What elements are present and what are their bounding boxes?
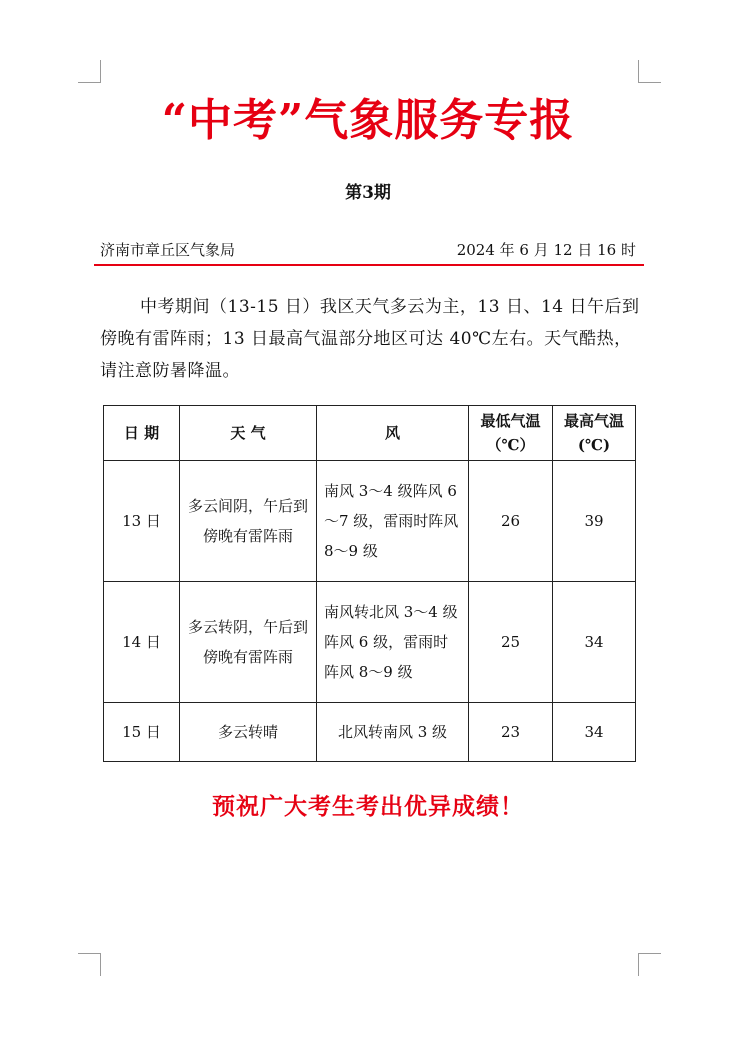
cell-date: 14 日 bbox=[104, 582, 180, 703]
table-row bbox=[104, 582, 636, 703]
cell-date: 13 日 bbox=[104, 461, 180, 582]
closing-wish: 预祝广大考生考出优异成绩！ bbox=[212, 793, 524, 820]
cell-max-temp: 34 bbox=[553, 582, 636, 703]
cell-max-temp: 39 bbox=[553, 461, 636, 582]
crop-mark-top-right bbox=[638, 60, 661, 83]
table-row bbox=[104, 703, 636, 762]
crop-mark-bottom-right bbox=[638, 953, 661, 976]
cell-weather: 多云转晴 bbox=[180, 703, 317, 762]
cell-max-temp: 34 bbox=[553, 703, 636, 762]
header-max-temp: 最高气温(℃) bbox=[553, 406, 636, 461]
cell-date: 15 日 bbox=[104, 703, 180, 762]
issue-date: 2024 年 6 月 12 日 16 时 bbox=[456, 240, 636, 259]
issuer: 济南市章丘区气象局 bbox=[100, 240, 236, 259]
report-title: “中考”气象服务专报 bbox=[161, 95, 575, 146]
header-divider bbox=[94, 264, 644, 266]
cell-wind: 北风转南风 3 级 bbox=[317, 703, 469, 762]
forecast-table bbox=[103, 405, 636, 762]
cell-wind: 南风转北风 3～4 级阵风 6 级，雷雨时阵风 8～9 级 bbox=[317, 582, 469, 703]
header-weather: 天 气 bbox=[180, 406, 317, 461]
cell-min-temp: 26 bbox=[469, 461, 553, 582]
crop-mark-top-left bbox=[78, 60, 101, 83]
cell-min-temp: 25 bbox=[469, 582, 553, 703]
crop-mark-bottom-left bbox=[78, 953, 101, 976]
table-row bbox=[104, 461, 636, 582]
cell-weather: 多云间阴，午后到傍晚有雷阵雨 bbox=[180, 461, 317, 582]
header-min-temp: 最低气温（℃） bbox=[469, 406, 553, 461]
intro-paragraph: 中考期间（13-15 日）我区天气多云为主，13 日、14 日午后到傍晚有雷阵雨；13 日最高气温部分地区可达 40℃左右。天气酷热，请注意防暑降温。 bbox=[100, 297, 640, 381]
report-meta bbox=[100, 237, 636, 261]
header-wind: 风 bbox=[317, 406, 469, 461]
cell-min-temp: 23 bbox=[469, 703, 553, 762]
table-header-row bbox=[104, 406, 636, 461]
header-date: 日 期 bbox=[104, 406, 180, 461]
cell-wind: 南风 3～4 级阵风 6～7 级，雷雨时阵风 8～9 级 bbox=[317, 461, 469, 582]
issue-number: 第3期 bbox=[345, 183, 391, 203]
cell-weather: 多云转阴，午后到傍晚有雷阵雨 bbox=[180, 582, 317, 703]
